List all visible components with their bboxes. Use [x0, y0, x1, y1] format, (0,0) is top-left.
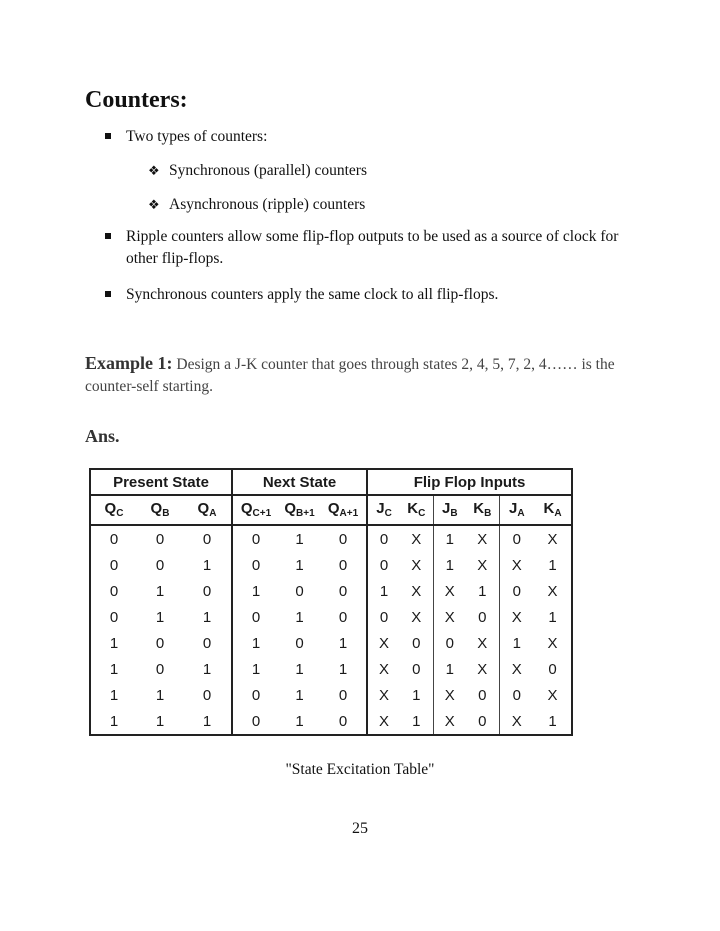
table-cell: 0	[90, 578, 137, 604]
column-header-subscript: B+1	[296, 508, 315, 519]
answer-label: Ans.	[85, 426, 120, 446]
table-cell: 0	[232, 708, 279, 735]
table-cell: 1	[155, 686, 165, 704]
table-cell: 0	[295, 634, 304, 652]
table-cell: 1	[251, 660, 261, 678]
column-header-subscript: C+1	[252, 508, 272, 519]
square-bullet-icon	[105, 291, 111, 297]
table-cell: X	[444, 582, 455, 600]
table-cell: 1	[279, 708, 320, 735]
table-cell: 0	[155, 556, 165, 574]
table-cell: X	[466, 552, 499, 578]
table-cell: 1	[295, 660, 304, 678]
column-header-base: J	[508, 500, 518, 517]
table-cell: 0	[251, 530, 261, 548]
table-cell: X	[511, 556, 522, 574]
column-header	[232, 495, 279, 525]
table-cell: 0	[183, 578, 232, 604]
table-cell: 0	[320, 578, 367, 604]
table-cell: 0	[90, 604, 137, 630]
table-cell: X	[499, 708, 534, 735]
table-cell: X	[400, 604, 433, 630]
column-header-base: Q	[197, 500, 210, 517]
table-cell: 0	[183, 630, 232, 656]
sub-bullet-asynchronous	[148, 194, 365, 216]
table-cell: 0	[466, 708, 499, 735]
table-cell: 0	[379, 608, 389, 626]
table-cell: 1	[466, 578, 499, 604]
table-cell: 0	[400, 656, 433, 682]
column-header-base: Q	[240, 500, 253, 517]
table-cell: 1	[320, 630, 367, 656]
table-cell: 1	[295, 608, 304, 626]
sub-bullet-synchronous	[148, 160, 367, 182]
table-cell: 1	[400, 682, 433, 708]
table-cell: 1	[295, 686, 304, 704]
table-cell: 0	[379, 530, 389, 548]
column-header	[183, 495, 232, 525]
table-cell: 0	[534, 656, 572, 682]
table-row	[90, 682, 572, 708]
table-cell: 0	[320, 682, 367, 708]
column-header-base: Q	[150, 500, 163, 517]
table-cell: X	[511, 660, 522, 678]
table-cell: 1	[251, 582, 261, 600]
table-cell: X	[534, 682, 572, 708]
table-cell: 1	[90, 708, 137, 735]
table-cell: 1	[534, 552, 572, 578]
table-cell: X	[466, 630, 499, 656]
table-caption: "State Excitation Table"	[285, 761, 435, 778]
table-cell: 0	[466, 604, 499, 630]
column-header-subscript: A	[209, 508, 217, 519]
diamond-bullet-icon: ❖	[148, 197, 160, 212]
table-cell: 0	[251, 556, 261, 574]
page-number: 25	[352, 820, 368, 837]
group-header-flip-flop-inputs: Flip Flop Inputs	[367, 469, 572, 495]
column-header	[367, 495, 400, 525]
table-cell: X	[433, 708, 466, 735]
table-cell: 0	[295, 582, 304, 600]
table-row	[90, 525, 572, 552]
column-header	[534, 495, 572, 525]
column-header-subscript: B	[484, 508, 492, 519]
bullet-item-ripple-counters	[105, 226, 645, 270]
example-label: Example 1:	[85, 353, 173, 373]
table-cell: 0	[183, 525, 232, 552]
table-cell: 1	[295, 530, 304, 548]
table-cell: 1	[183, 708, 232, 735]
table-cell: 0	[466, 682, 499, 708]
table-cell: X	[400, 552, 433, 578]
column-header-subscript: C	[116, 508, 124, 519]
table-cell: 0	[320, 604, 367, 630]
table-cell: X	[379, 634, 390, 652]
bullet-item-counter-types	[105, 126, 645, 148]
column-header-subscript: C	[418, 508, 426, 519]
sub-bullet-text: Asynchronous (ripple) counters	[169, 196, 366, 213]
column-header	[137, 495, 183, 525]
table-cell: 0	[155, 530, 165, 548]
sub-bullet-text: Synchronous (parallel) counters	[169, 162, 367, 179]
table-cell: 0	[379, 556, 389, 574]
table-cell: 1	[155, 582, 165, 600]
column-header-base: K	[407, 500, 419, 517]
column-header-subscript: B	[450, 508, 458, 519]
section-heading: Counters:	[85, 87, 188, 113]
column-header-base: K	[473, 500, 485, 517]
column-header-subscript: A+1	[339, 508, 359, 519]
table-cell: X	[400, 578, 433, 604]
group-header-present-state: Present State	[90, 469, 232, 495]
table-cell: 1	[534, 604, 572, 630]
table-cell: 0	[512, 530, 521, 548]
state-excitation-table	[89, 468, 573, 736]
table-cell: 0	[155, 634, 165, 652]
group-header-next-state: Next State	[232, 469, 367, 495]
table-cell: X	[400, 525, 433, 552]
table-cell: 1	[251, 634, 261, 652]
column-header	[499, 495, 534, 525]
table-cell: 1	[137, 708, 183, 735]
column-header	[279, 495, 320, 525]
bullet-item-synchronous-counters	[105, 284, 645, 306]
table-cell: 1	[534, 708, 572, 735]
column-header-base: J	[441, 500, 451, 517]
table-cell: 0	[445, 634, 454, 652]
bullet-text: Two types of counters:	[126, 128, 268, 145]
column-header-base: K	[543, 500, 555, 517]
table-cell: X	[466, 525, 499, 552]
table-cell: 0	[155, 660, 165, 678]
table-cell: 0	[90, 552, 137, 578]
table-cell: 0	[251, 686, 261, 704]
table-cell: 1	[320, 656, 367, 682]
square-bullet-icon	[105, 233, 111, 239]
table-row	[90, 552, 572, 578]
table-cell: 1	[90, 656, 137, 682]
table-row	[90, 578, 572, 604]
column-header-subscript: B	[162, 508, 170, 519]
square-bullet-icon	[105, 133, 111, 139]
column-header-base: Q	[327, 500, 340, 517]
table-row	[90, 656, 572, 682]
column-header	[433, 495, 466, 525]
table-cell: 0	[183, 682, 232, 708]
table-cell: X	[444, 686, 455, 704]
column-header-base: Q	[104, 500, 117, 517]
table-cell: 0	[320, 552, 367, 578]
bullet-text: Synchronous counters apply the same clock to all flip-flops.	[126, 286, 499, 303]
table-cell: 1	[155, 608, 165, 626]
column-header	[400, 495, 433, 525]
column-header	[466, 495, 499, 525]
table-cell: 0	[512, 686, 521, 704]
table-cell: 1	[445, 556, 454, 574]
bullet-text: Ripple counters allow some flip-flop outputs to be used as a source of clock for other flip-flops.	[126, 228, 619, 267]
table-cell: X	[534, 525, 572, 552]
column-header-subscript: A	[517, 508, 525, 519]
table-cell: X	[379, 686, 390, 704]
table-row	[90, 604, 572, 630]
table-cell: X	[367, 708, 400, 735]
table-cell: 0	[512, 582, 521, 600]
diamond-bullet-icon: ❖	[148, 163, 160, 178]
table-cell: X	[466, 656, 499, 682]
table-cell: 0	[400, 630, 433, 656]
table-cell: 1	[512, 634, 521, 652]
table-cell: 1	[90, 682, 137, 708]
table-cell: X	[534, 578, 572, 604]
table-cell: X	[511, 608, 522, 626]
table-cell: 1	[183, 656, 232, 682]
table-cell: X	[379, 660, 390, 678]
table-cell: 0	[320, 708, 367, 735]
table-cell: 1	[379, 582, 389, 600]
example-paragraph	[85, 352, 630, 398]
table-cell: 1	[445, 530, 454, 548]
column-header	[90, 495, 137, 525]
table-cell: 1	[295, 556, 304, 574]
column-header	[320, 495, 367, 525]
example-text: Design a J-K counter that goes through states 2, 4, 5, 7, 2, 4…… is the counter-self starting.	[85, 356, 615, 395]
table-cell: 1	[90, 630, 137, 656]
table-cell: 1	[183, 552, 232, 578]
table-cell: 0	[251, 608, 261, 626]
column-header-subscript: A	[554, 508, 562, 519]
table-cell: X	[444, 608, 455, 626]
column-header-subscript: C	[384, 508, 392, 519]
table-cell: 1	[183, 604, 232, 630]
table-row	[90, 630, 572, 656]
table-cell: 1	[400, 708, 433, 735]
table-cell: 0	[90, 525, 137, 552]
column-header-base: J	[376, 500, 385, 517]
table-row	[90, 708, 572, 735]
column-header-base: Q	[284, 500, 297, 517]
table-cell: 0	[320, 525, 367, 552]
table-cell: X	[534, 630, 572, 656]
table-cell: 1	[445, 660, 454, 678]
